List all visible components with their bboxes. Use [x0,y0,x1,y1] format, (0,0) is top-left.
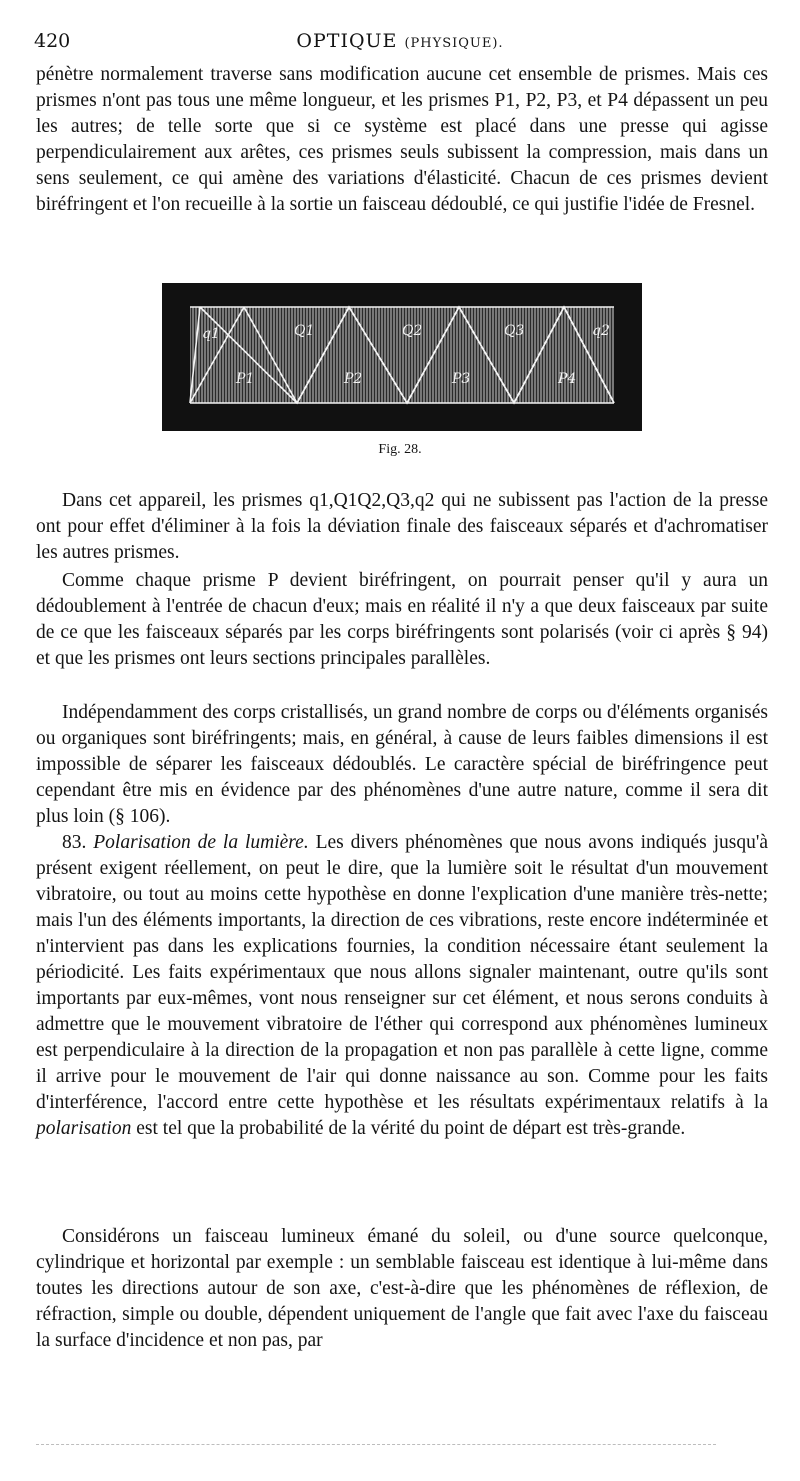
paragraph-1-text: pénètre normalement traverse sans modification aucune cet ensemble de prismes. Mais ces prismes n'ont pas tous une même longueur, et les prismes P1, P2, P3, et P4 dépassent un peu les autres; de telle sorte que si ce système est placé dans une presse qui agisse perpendiculairement aux arêtes, ces prismes seuls subissent la compression, mais dans un sens seulement, ce qui amène des variations d'élasticité. Chacun de ces prismes devient biréfringent et l'on recueille à la sortie un faisceau dédoublé, ce qui justifie l'idée de Fresnel. [36,64,768,215]
section-text-after: est tel que la probabilité de la vérité du point de départ est très-grande. [136,1118,686,1139]
paragraph-section-83 [36,830,768,1142]
paragraph-1 [36,62,768,218]
footer-rule [36,1444,716,1445]
prism-diagram [162,283,642,431]
running-title-sub: (PHYSIQUE). [404,36,504,51]
label-Q1: Q1 [294,323,315,339]
paragraph-3-text: Comme chaque prisme P devient biréfringent, on pourrait penser qu'il y aura un dédoublement à l'entrée de chacun d'eux; mais en réalité il n'y a que deux faisceaux par suite de ce que les faisceaux séparés par les corps biréfringents sont polarisés (voir ci après § 94) et que les prismes ont leurs sections principales parallèles. [36,570,768,669]
label-Q2: Q2 [402,323,423,339]
paragraph-4-text: Indépendamment des corps cristallisés, un grand nombre de corps ou d'éléments organisés ou organiques sont biréfringents; mais, en général, à cause de leurs faibles dimensions il est impossible de séparer les faisceaux dédoublés. Le caractère spécial de biréfringence peut cependant être mis en évidence par des phénomènes d'une autre nature, comme il sera dit plus loin (§ 106). [36,702,768,827]
label-q2: q2 [592,323,610,339]
paragraph-4 [36,700,768,830]
label-P1: P1 [236,371,255,387]
page-header [34,30,766,56]
paragraph-3 [36,568,768,672]
section-text: Les divers phénomènes que nous avons indiqués jusqu'à présent exigent réellement, on peut le dire, que la lumière soit le résultat d'un mouvement vibratoire, ou tout au moins cette hypothèse en donne l'explication d'une manière très-nette; mais l'un des éléments importants, la direction de ces vibrations, reste encore indéterminée et n'intervient pas dans les explications fournies, la condition nécessaire étant seulement la périodicité. Les faits expérimentaux que nous allons signaler maintenant, outre qu'ils sont importants par eux-mêmes, vont nous renseigner sur cet élément, et nous serons conduits à admettre que le mouvement vibratoire de l'éther qui correspond aux phénomènes lumineux est perpendiculaire à la direction de la propagation et non pas parallèle à cette ligne, comme il arrive pour le mouvement de l'air qui donne naissance au son. Comme pour les faits d'interférence, l'accord entre cette hypothèse et les résultats expérimentaux relatifs à la [36,832,769,1113]
running-title [34,30,766,52]
paragraph-6 [36,1224,768,1354]
figure-prism-system [162,283,642,431]
section-number: 83. [62,832,87,853]
label-P4: P4 [558,371,577,387]
label-P3: P3 [452,371,471,387]
section-heading: Polarisation de la lumière. [93,832,309,853]
label-q1: q1 [202,326,220,342]
page-number: 420 [34,30,71,52]
paragraph-2 [36,488,768,566]
label-Q3: Q3 [504,323,525,339]
paragraph-2-text: Dans cet appareil, les prismes q1,Q1Q2,Q3,q2 qui ne subissent pas l'action de la presse ont pour effet d'éliminer à la fois la déviation finale des faisceaux séparés et d'achromatiser les autres prismes. [36,490,768,563]
running-title-main: OPTIQUE [296,30,398,52]
section-emphasis: polarisation [36,1118,132,1139]
prism-block [190,307,614,403]
figure-caption: Fig. 28. [378,442,422,457]
paragraph-6-text: Considérons un faisceau lumineux émané du soleil, ou d'une source quelconque, cylindrique et horizontal par exemple : un semblable faisceau est identique à lui-même dans toutes les directions autour de son axe, c'est-à-dire que les phénomènes de réflexion, de réfraction, simple ou double, dépendent uniquement de l'angle que fait avec l'axe du faisceau la surface d'incidence et non pas, par [36,1226,768,1351]
label-P2: P2 [344,371,363,387]
